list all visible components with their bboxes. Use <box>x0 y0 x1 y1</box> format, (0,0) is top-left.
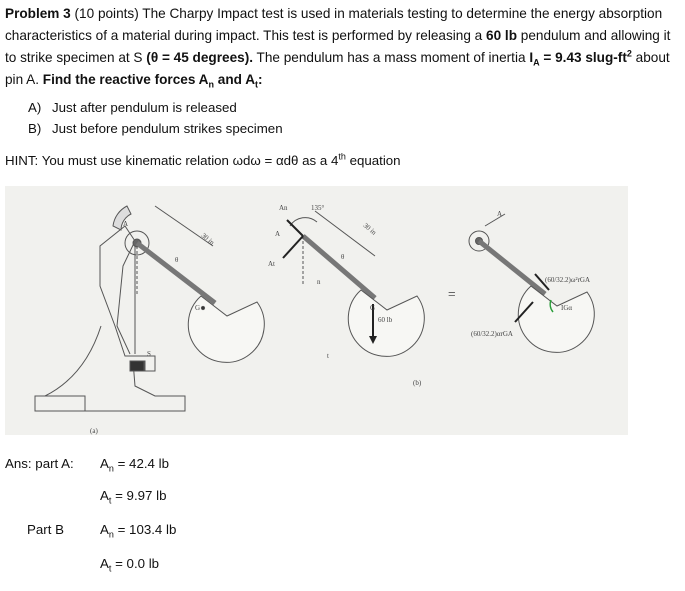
a-an-value: = 42.4 lb <box>117 456 169 471</box>
label-figure-b: (b) <box>413 379 422 387</box>
label-dim-a: 30 in <box>199 231 216 247</box>
task-end: : <box>258 72 263 87</box>
answer-a-an <box>100 455 169 473</box>
charpy-figure <box>5 186 628 435</box>
label-pt-a: A <box>123 220 129 228</box>
inertia-number: = 9.43 slug-ft <box>543 50 627 65</box>
problem-task <box>42 72 263 90</box>
pendulum-weight: 60 lb <box>486 28 518 43</box>
label-kin-moment: IGα <box>561 304 573 312</box>
machine-frame-left <box>45 326 101 396</box>
machine-frame <box>35 226 185 411</box>
b-at-symbol: A <box>100 556 109 571</box>
label-pt-g-fbd: G <box>370 304 376 312</box>
problem-text-4: about pin A. <box>5 50 670 87</box>
label-135: 135° <box>311 204 325 212</box>
scale-dial <box>113 206 131 230</box>
kd-arm <box>479 241 545 294</box>
part-b-text: Just before pendulum strikes specimen <box>52 121 283 136</box>
free-body-diagram <box>283 211 424 356</box>
label-pt-a-kd: A <box>497 210 503 218</box>
label-an: An <box>279 204 288 212</box>
label-at: At <box>268 260 275 268</box>
label-dim-b: 30 in <box>361 221 378 237</box>
part-a-item <box>28 97 283 118</box>
b-at-value: = 0.0 lb <box>115 556 160 571</box>
b-an-symbol: A <box>100 522 109 537</box>
problem-text-3: The pendulum has a mass moment of inertia <box>256 50 526 65</box>
theta-value: (θ = 45 degrees). <box>146 50 254 65</box>
part-b-item <box>28 118 283 139</box>
label-t: t <box>327 352 329 360</box>
inertia-exponent: 2 <box>626 48 632 59</box>
answer-part-a-label: Ans: part A: <box>5 456 74 471</box>
machine-base-left <box>35 396 85 411</box>
answer-b-at <box>100 555 159 573</box>
problem-text-2: pendulum and allowing it to strike specimen at S <box>5 28 671 65</box>
problem-number: Problem 3 <box>5 6 71 21</box>
hint-end: equation <box>349 153 401 168</box>
inertia-symbol: I <box>529 50 534 65</box>
pendulum-arm <box>137 243 215 303</box>
label-theta-b: θ <box>341 253 345 261</box>
problem-points: (10 points) <box>74 6 139 21</box>
label-pt-g: G <box>195 304 201 312</box>
task-text: Find the reactive forces A <box>42 72 209 87</box>
kd-hammer <box>518 286 594 352</box>
charpy-machine <box>35 206 264 411</box>
label-pt-a-fbd: A <box>275 230 281 238</box>
label-figure-a: (a) <box>90 427 98 435</box>
g-point-a <box>201 306 204 309</box>
answer-b-an <box>100 521 176 539</box>
part-a-marker: A) <box>28 100 42 115</box>
a-at-sub: t <box>108 495 112 506</box>
task-sub-n: n <box>208 79 214 90</box>
b-at-sub: t <box>108 563 112 574</box>
label-pt-s: S <box>147 350 151 358</box>
angle-135-arc <box>290 218 317 226</box>
part-a-text: Just after pendulum is released <box>52 100 237 115</box>
label-kin-tangent: (60/32.2)αrGA <box>471 330 513 338</box>
inertia-sub: A <box>533 57 540 68</box>
specimen-block <box>130 361 144 371</box>
a-at-value: = 9.97 lb <box>115 488 167 503</box>
force-at-arrow <box>283 236 303 258</box>
answer-part-b-label: Part B <box>27 522 64 537</box>
force-an-arrow <box>287 220 303 236</box>
task-sub-t: t <box>255 79 259 90</box>
b-an-sub: n <box>108 529 114 540</box>
part-b-marker: B) <box>28 121 42 136</box>
hint-text: HINT: You must use kinematic relation ωdω = αdθ as a 4 <box>5 153 339 168</box>
inertia-value <box>529 48 632 68</box>
a-an-sub: n <box>108 463 114 474</box>
problem-text-1: The Charpy Impact test is used in materials testing to determine the energy absorption characteristics of a material during impact. This test is performed by releasing a <box>5 6 663 43</box>
answer-a-at <box>100 487 166 505</box>
a-at-symbol: A <box>100 488 109 503</box>
equals-sign: = <box>448 286 456 301</box>
a-an-symbol: A <box>100 456 109 471</box>
b-an-value: = 103.4 lb <box>117 522 177 537</box>
hint-sup: th <box>338 151 346 162</box>
label-weight: 60 lb <box>378 316 393 324</box>
dimension-line-b <box>315 211 375 256</box>
label-n: n <box>317 278 321 286</box>
problem-statement <box>5 3 677 91</box>
hint <box>5 151 401 171</box>
label-theta-a: θ <box>175 256 179 264</box>
figure-drawing <box>5 186 628 435</box>
fbd-arm <box>303 236 375 298</box>
question-parts <box>28 97 283 139</box>
task-and: and A <box>217 72 256 87</box>
label-kin-normal: (60/32.2)ω²rGA <box>545 276 591 284</box>
